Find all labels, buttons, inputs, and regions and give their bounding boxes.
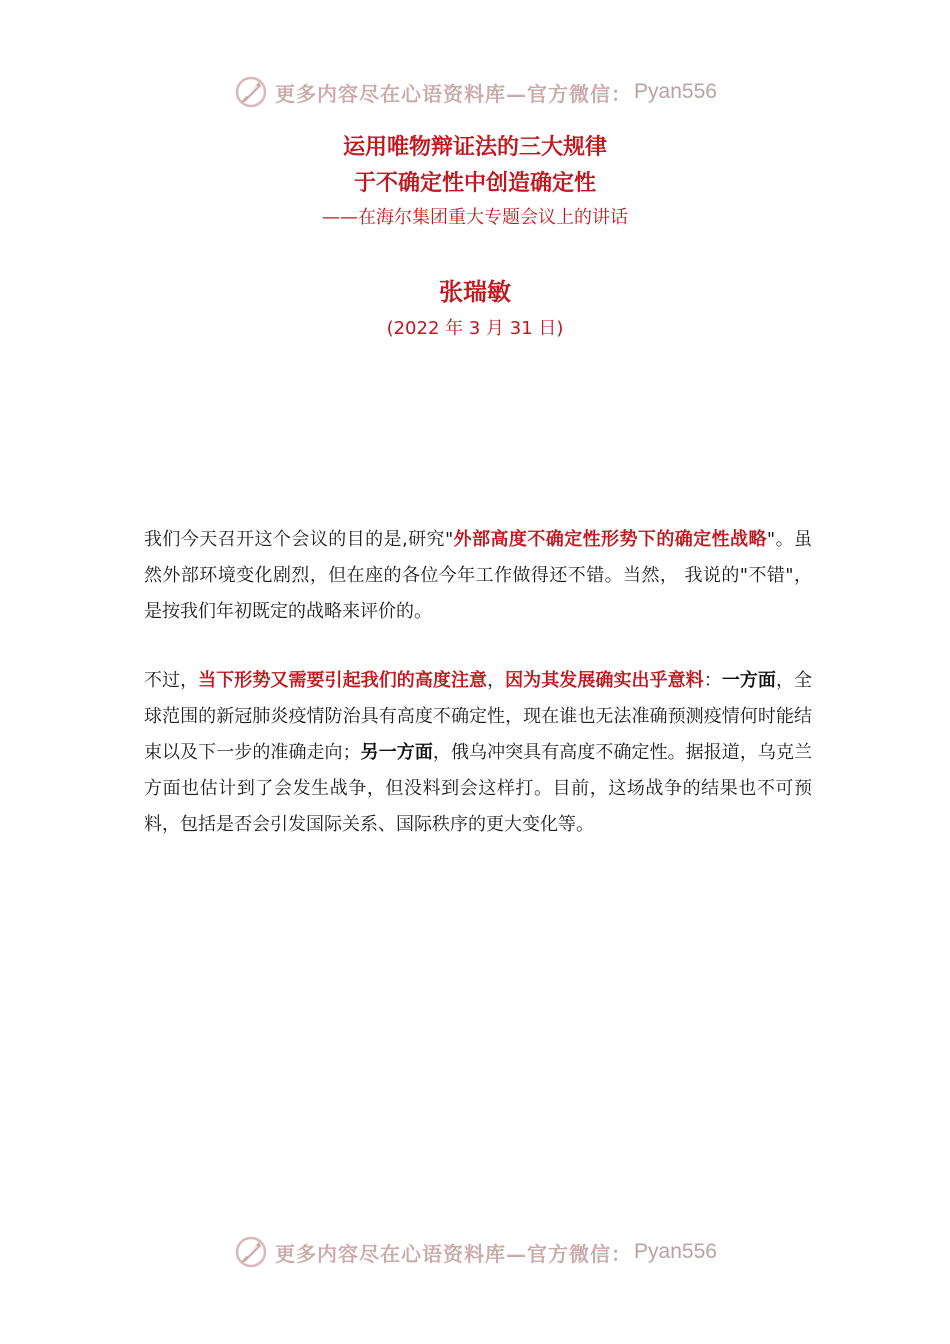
paragraph-2 [144,663,812,843]
watermark-top [0,72,950,112]
p2-text-1: 不过， [144,670,199,691]
p2-bold-2: 另一方面 [360,742,433,763]
watermark-account: Pyan556 [634,80,717,103]
p2-bold-1: 一方面 [721,670,776,691]
watermark-text: 更多内容尽在心语资料库—官方微信： [275,1241,633,1266]
watermark-text: 更多内容尽在心语资料库—官方微信： [275,81,633,106]
p2-text-4: ，全球范围的新冠肺炎疫情防治具有高度不确定性，现在谁也无法准确预测疫情何时能结束以及下一步的准确走向； [144,670,813,763]
quill-circle-logo-icon [233,1234,269,1270]
p1-text-2: "。虽然外部环境变化剧烈，但在座的各位今年工作做得还不错。当然， 我说的"不错"，是按我们年初既定的战略来评价的。 [144,529,813,622]
watermark-account: Pyan556 [634,1240,717,1263]
title-line-1: 运用唯物辩证法的三大规律 [342,135,607,160]
p2-text-5: ，俄乌冲突具有高度不确定性。据报道，乌克兰方面也估计到了会发生战争，但没料到会这样打。目前，这场战争的结果也不可预料，包括是否会引发国际关系、国际秩序的更大变化等。 [144,742,813,835]
paragraph-1 [144,522,812,630]
author: 张瑞敏 [439,278,511,306]
p2-text-3: ： [703,670,722,691]
title-line-2: 于不确定性中创造确定性 [353,171,596,196]
subtitle: ——在海尔集团重大专题会议上的讲话 [322,207,628,228]
speech-date: (2022 年 3 月 31 日) [386,318,564,339]
p1-text-1: 我们今天召开这个会议的目的是,研究" [144,529,454,550]
p2-text-2: ， [487,670,506,691]
quill-circle-logo-icon [233,74,269,110]
p2-highlight-2: 因为其发展确实出乎意料 [505,670,704,691]
watermark-bottom [0,1232,950,1272]
p1-highlight-1: 外部高度不确定性形势下的确定性战略 [453,529,767,550]
p2-highlight-1: 当下形势又需要引起我们的高度注意 [198,670,488,691]
